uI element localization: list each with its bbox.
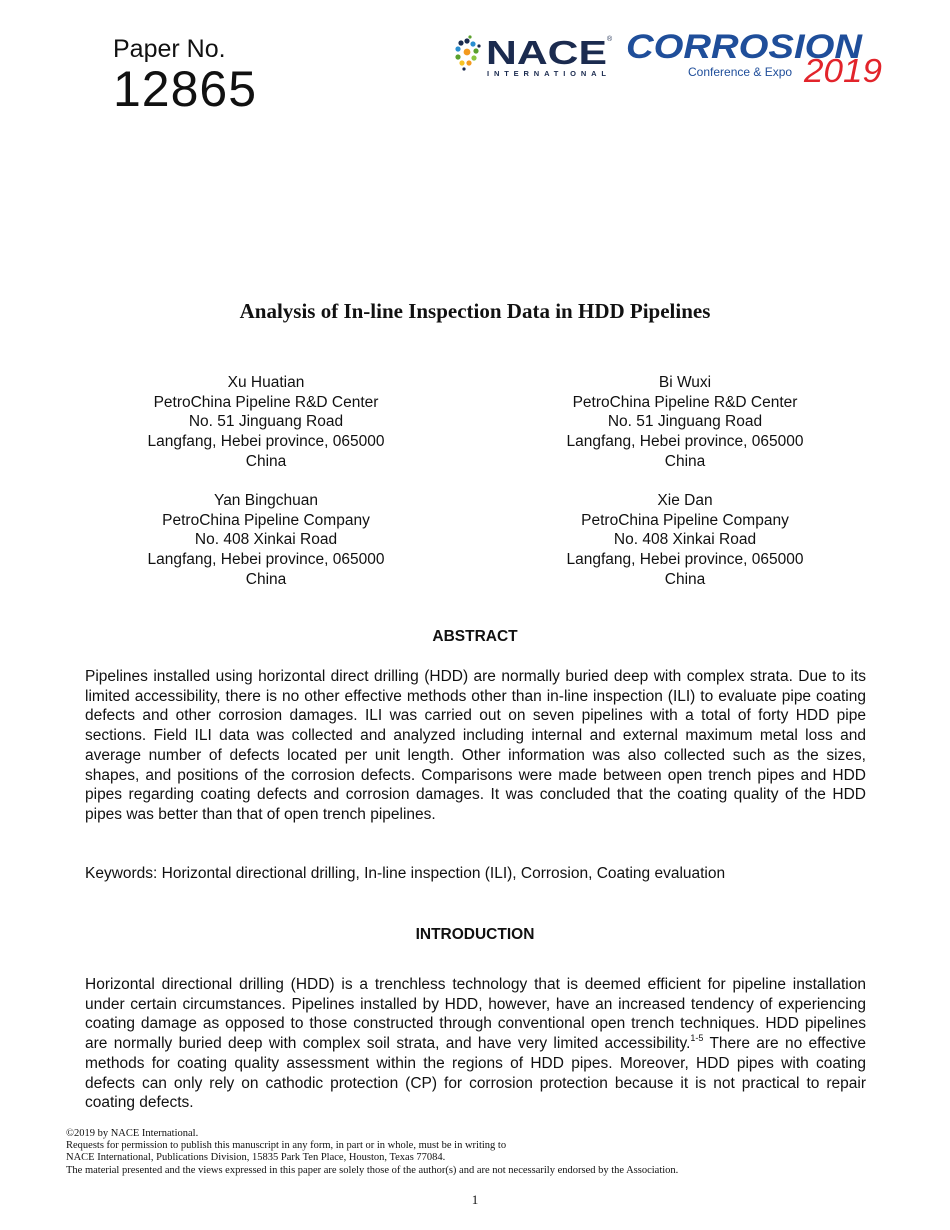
abstract-paragraph: Pipelines installed using horizontal direct drilling (HDD) are normally buried deep with complex strata. Due to its limited accessibility, there is no other effective methods other than in-line inspection (ILI) to evaluate pipe coating defects and other corrosion damages. ILI was carried out on seven pipelines with a total of forty HDD pipe sections. Field ILI data was collected and analyzed including internal and external maximum metal loss and average number of defects located per unit length. Other information was also collected such as the sizes, shapes, and positions of the corrosion defects. Comparisons were made between open trench pipes and HDD pipes regarding coating defects and corrosion damages. It was concluded that the coating quality of the HDD pipes was better than that of open trench pipelines. [85, 668, 866, 823]
author-block [116, 491, 416, 590]
paper-label: Paper No. [113, 35, 226, 63]
author-country: China [664, 452, 706, 470]
page-number: 1 [471, 1192, 479, 1207]
author-affiliation: PetroChina Pipeline R&D Center [572, 393, 798, 411]
author-block [116, 373, 416, 472]
author-street: No. 51 Jinguang Road [607, 413, 763, 431]
corrosion-year: 2019 [802, 52, 882, 89]
introduction-heading: INTRODUCTION [415, 926, 535, 943]
author-city: Langfang, Hebei province, 065000 [566, 433, 804, 451]
citation-ref: 1-5 [690, 1033, 704, 1044]
nace-logo [455, 34, 615, 80]
nace-subtitle: INTERNATIONAL [487, 69, 606, 78]
nace-registered-mark: ® [607, 36, 613, 43]
nace-wordmark: NACE [486, 34, 607, 71]
paper-title: Analysis of In-line Inspection Data in HDD Pipelines [239, 299, 711, 323]
author-name: Xu Huatian [227, 374, 305, 391]
abstract-heading: ABSTRACT [432, 628, 518, 645]
publisher-address: NACE International, Publications Division, 15835 Park Ten Place, Houston, Texas 77084. [66, 1152, 446, 1164]
author-street: No. 408 Xinkai Road [194, 531, 338, 549]
nace-globe-icon [455, 35, 480, 70]
author-country: China [245, 452, 287, 470]
author-affiliation: PetroChina Pipeline Company [581, 511, 789, 529]
corrosion-2019-logo [626, 30, 886, 90]
author-street: No. 51 Jinguang Road [188, 413, 344, 431]
intro-text-part2: There are no effective methods for coating quality assessment within the regions of HDD pipes. Moreover, HDD pipes with coating defects can only rely on cathodic protection (CP) for corrosion protection because it is not practical to repair coating defects. [85, 1035, 866, 1112]
author-country: China [245, 570, 287, 588]
author-affiliation: PetroChina Pipeline R&D Center [153, 393, 379, 411]
intro-text-part1: Horizontal directional drilling (HDD) is a trenchless technology that is deemed efficient for pipeline installation under certain circumstances. Pipelines installed by HDD, however, have an increased tendency of experiencing coating damage as opposed to those constructed through conventional open trench techniques. HDD pipelines are normally buried deep with complex soil strata, and have very limited accessibility. [85, 976, 866, 1053]
author-street: No. 408 Xinkai Road [613, 531, 757, 549]
copyright-line: ©2019 by NACE International. [66, 1128, 199, 1139]
author-name: Xie Dan [657, 492, 713, 509]
author-city: Langfang, Hebei province, 065000 [147, 551, 385, 569]
author-country: China [664, 570, 706, 588]
author-block [535, 491, 835, 590]
copyright-footer [66, 1128, 678, 1177]
introduction-paragraph [85, 975, 866, 1113]
paper-number: 12865 [113, 61, 258, 117]
corrosion-wordmark: CORROSION [626, 30, 864, 66]
corrosion-subtitle: Conference & Expo [688, 65, 793, 79]
author-name: Bi Wuxi [658, 374, 712, 391]
disclaimer-line: The material presented and the views expressed in this paper are solely those of the author(s) and are not necessarily endorsed by the Association. [66, 1164, 679, 1176]
author-city: Langfang, Hebei province, 065000 [147, 433, 385, 451]
keywords: Keywords: Horizontal directional drilling, In-line inspection (ILI), Corrosion, Coating evaluation [85, 865, 726, 882]
author-city: Langfang, Hebei province, 065000 [566, 551, 804, 569]
author-block [535, 373, 835, 472]
author-affiliation: PetroChina Pipeline Company [162, 511, 370, 529]
author-name: Yan Bingchuan [214, 492, 318, 509]
permission-line: Requests for permission to publish this manuscript in any form, in part or in whole, must be in writing to [66, 1140, 507, 1152]
